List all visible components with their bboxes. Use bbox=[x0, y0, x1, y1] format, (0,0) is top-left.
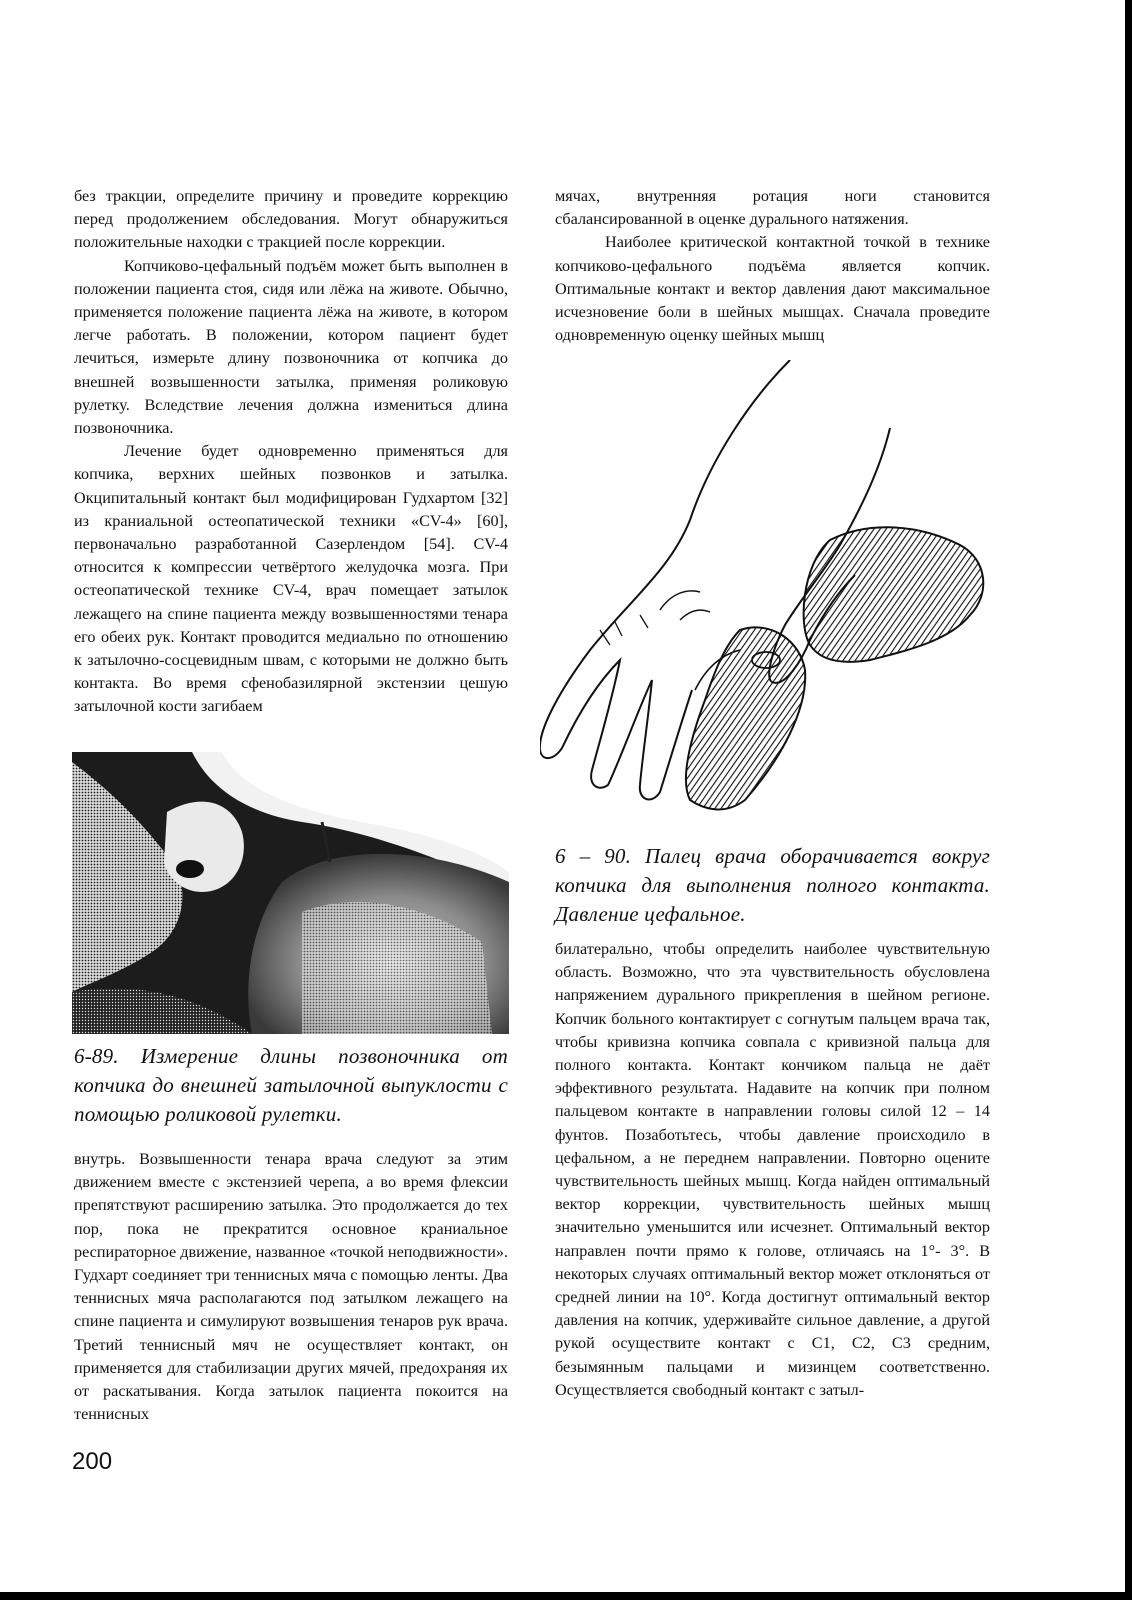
figure-6-89-photo bbox=[72, 752, 509, 1034]
figure-6-90-caption: 6 – 90. Палец врача оборачивается вокруг копчика для выполнения полного контакта. Давление цефальное. bbox=[555, 844, 990, 926]
right-column-top bbox=[555, 185, 990, 347]
left-paragraph-1: без тракции, определите причину и проведите коррекцию перед продолжением обследования. Могут обнаружиться положительные находки с тракцией после коррекции. bbox=[74, 187, 508, 252]
right-paragraph-1: мячах, внутренняя ротация ноги становится сбалансированной в оценке дурального натяжения. bbox=[555, 187, 990, 229]
page-right-border bbox=[1125, 0, 1132, 1600]
left-column-top bbox=[74, 185, 508, 719]
left-paragraph-4: внутрь. Возвышенности тенара врача следуют за этим движением вместе с экстензией черепа, а во время флексии препятствуют расширению затылка. Это продолжается до тех пор, пока не прекратится основное краниальное респираторное движение, названное «точкой неподвижности». Гудхарт соединяет три теннисных мяча с помощью ленты. Два теннисных мяча располагаются под затылком лежащего на спине пациента и симулируют возвышения тенаров рук врача. Третий теннисный мяч не осуществляет контакт, он применяется для стабилизации других мячей, предохраняя их от раскатывания. Когда затылок пациента покоится на теннисных bbox=[74, 1150, 508, 1424]
left-paragraph-2: Копчиково-цефальный подъём может быть выполнен в положении пациента стоя, сидя или лёжа на животе. Обычно, применяется положение пациента лёжа на животе, в котором легче работать. В положении, котором пациент будет лечиться, измерьте длину позвоночника от копчика до внешней возвышенности затылка, применяя роликовую рулетку. Вследствие лечения должна измениться длина позвоночника. bbox=[74, 256, 508, 438]
left-column-bottom bbox=[74, 1148, 508, 1426]
page-number: 200 bbox=[72, 1448, 113, 1475]
left-paragraph-3: Лечение будет одновременно применяться для копчика, верхних шейных позвонков и затылка. Окципитальный контакт был модифицирован Гудхартом [32] из краниальной остеопатической техники «CV-4» [60], первоначально разработанной Сазерлендом [54]. CV-4 относится к компрессии четвёртого желудочка мозга. При остеопатической технике CV-4, врач помещает затылок лежащего на спине пациента между возвышенностями тенара его обеих рук. Контакт проводится медиально по отношению к затылочно-сосцевидным швам, с которыми не должно быть контакта. Во время сфенобазилярной экстензии цешую затылочной кости загибаем bbox=[74, 442, 508, 716]
right-column-bottom bbox=[555, 938, 990, 1402]
right-paragraph-2: Наиболее критической контактной точкой в технике копчиково-цефального подъёма является копчик. Оптимальные контакт и вектор давления дают максимальное исчезновение боли в шейных мышцах. Сначала проведите одновременную оценку шейных мышц bbox=[555, 233, 990, 345]
page-bottom-border bbox=[0, 1592, 1132, 1600]
right-paragraph-3: билатерально, чтобы определить наиболее чувствительную область. Возможно, что эта чувствительность обусловлена напряжением дурального прикрепления в шейном регионе. Копчик больного контактирует с согнутым пальцем врача так, чтобы кривизна копчика совпала с кривизной пальца для полного контакта. Контакт кончиком пальца не даёт эффективного результата. Надавите на копчик при полном пальцевом контакте в направлении головы силой 12 – 14 фунтов. Позаботьтесь, чтобы давление происходило в цефальном, а не переднем направлении. Повторно оцените чувствительность шейных мышц. Когда найден оптимальный вектор коррекции, чувствительность шейных мышц значительно уменьшится или исчезнет. Оптимальный вектор направлен почти прямо к голове, отличаясь на 1°- 3°. В некоторых случаях оптимальный вектор может отклоняться от средней линии на 10°. Когда достигнут оптимальный вектор давления на копчик, удерживайте сильное давление, а другой рукой осуществите контакт с С1, С2, С3 средним, безымянным пальцами и мизинцем соответственно. Осуществляется свободный контакт с затыл- bbox=[555, 940, 990, 1399]
figure-6-90-drawing bbox=[540, 360, 1002, 830]
figure-6-89-caption: 6-89. Измерение длины позвоночника от копчика до внешней затылочной выпуклости с помощью роликовой рулетки. bbox=[74, 1044, 508, 1126]
